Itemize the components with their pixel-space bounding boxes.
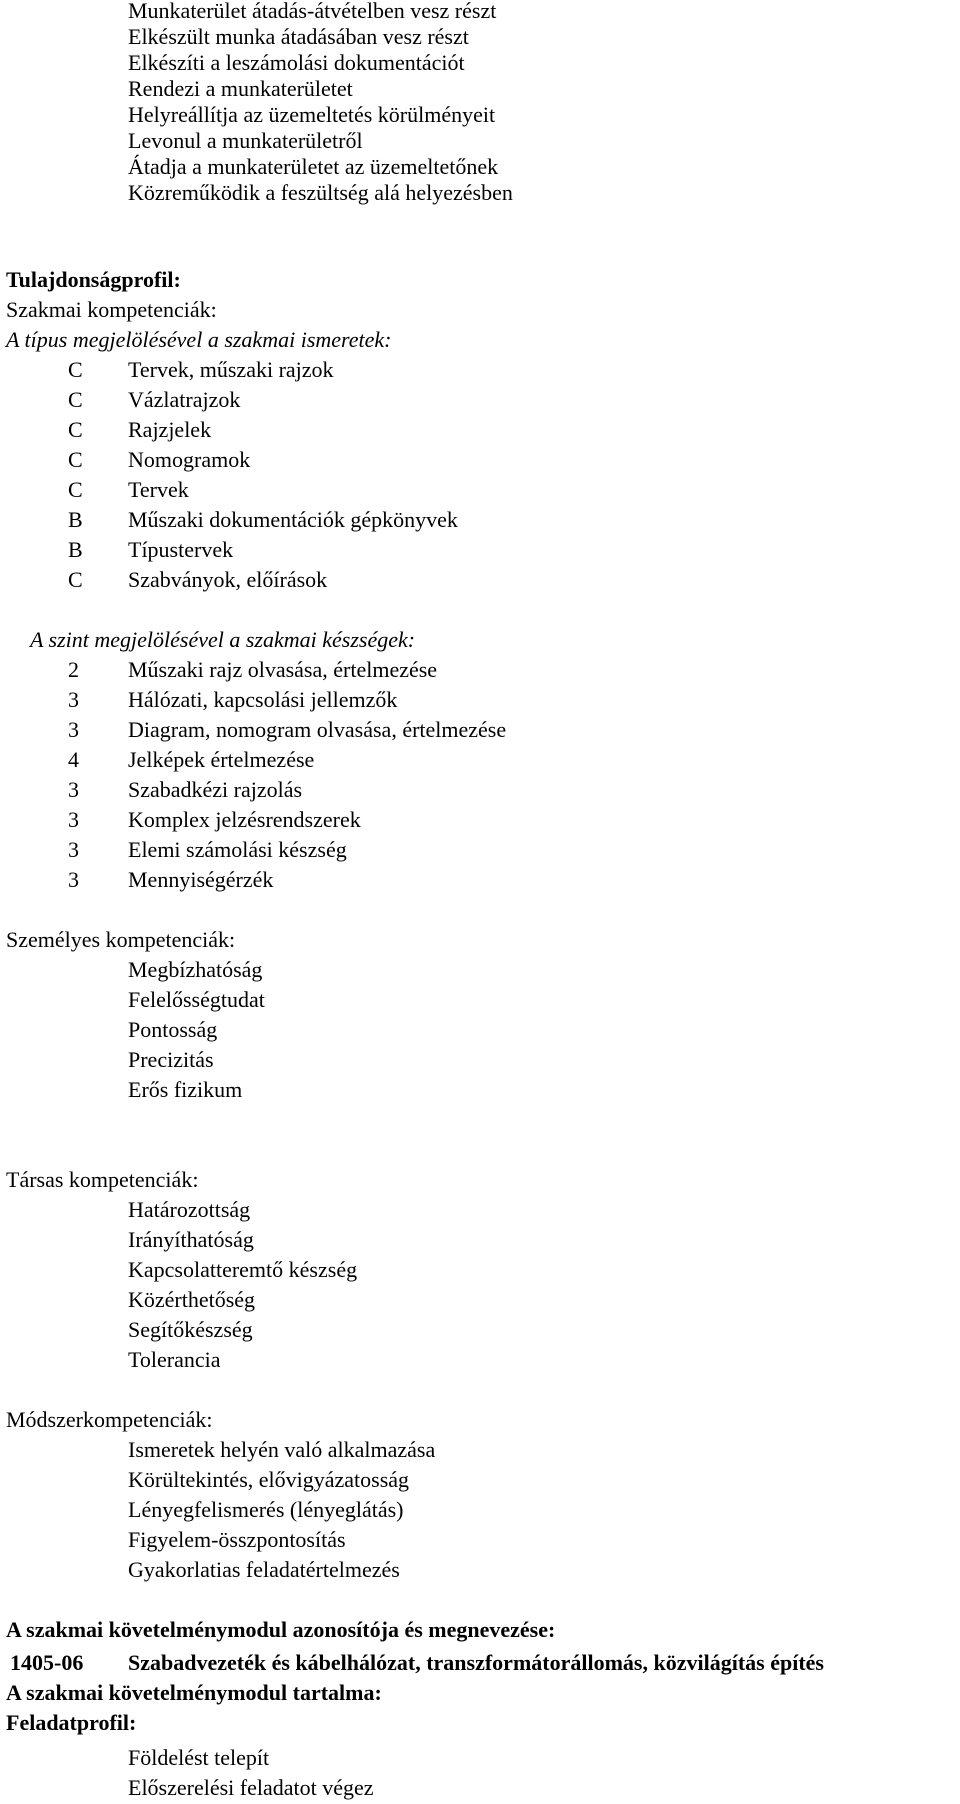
skill-level: 3 [68,687,79,712]
social-item: Közérthetőség [128,1287,256,1312]
method-item: Figyelem-összpontosítás [128,1527,346,1552]
task-item: Levonul a munkaterületről [128,128,363,153]
module-task-item: Előszerelési feladatot végez [128,1775,374,1800]
skills-heading: A szint megjelölésével a szakmai készségek: [30,627,416,652]
task-item: Közreműködik a feszültség alá helyezésben [128,180,513,205]
skill-level: 3 [68,807,79,832]
module-name: Szabadvezeték és kábelhálózat, transzformátorállomás, közvilágítás építés [128,1650,824,1675]
social-item: Segítőkészség [128,1317,253,1342]
social-competencies-heading: Társas kompetenciák: [6,1167,199,1192]
task-item: Elkészíti a leszámolási dokumentációt [128,50,465,75]
task-item: Rendezi a munkaterületet [128,76,353,101]
skill-text: Diagram, nomogram olvasása, értelmezése [128,717,507,742]
knowledge-heading: A típus megjelölésével a szakmai ismeretek: [6,327,392,352]
skill-text: Műszaki rajz olvasása, értelmezése [128,657,438,682]
knowledge-text: Tervek, műszaki rajzok [128,357,334,382]
task-item: Helyreállítja az üzemeltetés körülményeit [128,102,496,127]
task-item: Elkészült munka átadásában vesz részt [128,24,469,49]
personal-item: Megbízhatóság [128,957,263,982]
personal-item: Pontosság [128,1017,218,1042]
knowledge-text: Nomogramok [128,447,251,472]
skill-text: Szabadkézi rajzolás [128,777,303,802]
knowledge-text: Tervek [128,477,189,502]
knowledge-text: Műszaki dokumentációk gépkönyvek [128,507,458,532]
skill-level: 3 [68,837,79,862]
skill-level: 3 [68,867,79,892]
personal-item: Felelősségtudat [128,987,265,1012]
knowledge-level: C [68,447,83,472]
knowledge-level: C [68,567,83,592]
task-item: Munkaterület átadás-átvételben vesz részt [128,0,497,23]
knowledge-level: B [68,537,83,562]
task-item: Átadja a munkaterületet az üzemeltetőnek [128,154,499,179]
social-item: Kapcsolatteremtő készség [128,1257,358,1282]
skill-text: Elemi számolási készség [128,837,347,862]
skill-level: 3 [68,717,79,742]
method-item: Körültekintés, elővigyázatosság [128,1467,410,1492]
task-profile-heading: Feladatprofil: [6,1710,137,1735]
skill-level: 3 [68,777,79,802]
skill-text: Mennyiségérzék [128,867,274,892]
module-task-item: Földelést telepít [128,1745,270,1770]
skill-level: 4 [68,747,79,772]
knowledge-level: B [68,507,83,532]
method-item: Lényegfelismerés (lényeglátás) [128,1497,404,1522]
skill-text: Hálózati, kapcsolási jellemzők [128,687,398,712]
knowledge-level: C [68,417,83,442]
skill-text: Jelképek értelmezése [128,747,315,772]
social-item: Irányíthatóság [128,1227,254,1252]
method-item: Gyakorlatias feladatértelmezés [128,1557,400,1582]
knowledge-text: Vázlatrajzok [128,387,241,412]
knowledge-text: Típustervek [128,537,234,562]
personal-item: Precizitás [128,1047,214,1072]
module-code: 1405-06 [10,1650,84,1675]
skill-level: 2 [68,657,79,682]
method-competencies-heading: Módszerkompetenciák: [6,1407,213,1432]
module-content-heading: A szakmai követelménymodul tartalma: [6,1680,382,1705]
social-item: Határozottság [128,1197,251,1222]
knowledge-text: Szabványok, előírások [128,567,328,592]
knowledge-text: Rajzjelek [128,417,212,442]
knowledge-level: C [68,387,83,412]
personal-competencies-heading: Személyes kompetenciák: [6,927,236,952]
module-id-heading: A szakmai követelménymodul azonosítója és megnevezése: [6,1617,556,1642]
profile-heading: Tulajdonságprofil: [6,267,181,292]
personal-item: Erős fizikum [128,1077,243,1102]
professional-competencies-heading: Szakmai kompetenciák: [6,297,217,322]
social-item: Tolerancia [128,1347,221,1372]
skill-text: Komplex jelzésrendszerek [128,807,361,832]
method-item: Ismeretek helyén való alkalmazása [128,1437,436,1462]
knowledge-level: C [68,357,83,382]
knowledge-level: C [68,477,83,502]
